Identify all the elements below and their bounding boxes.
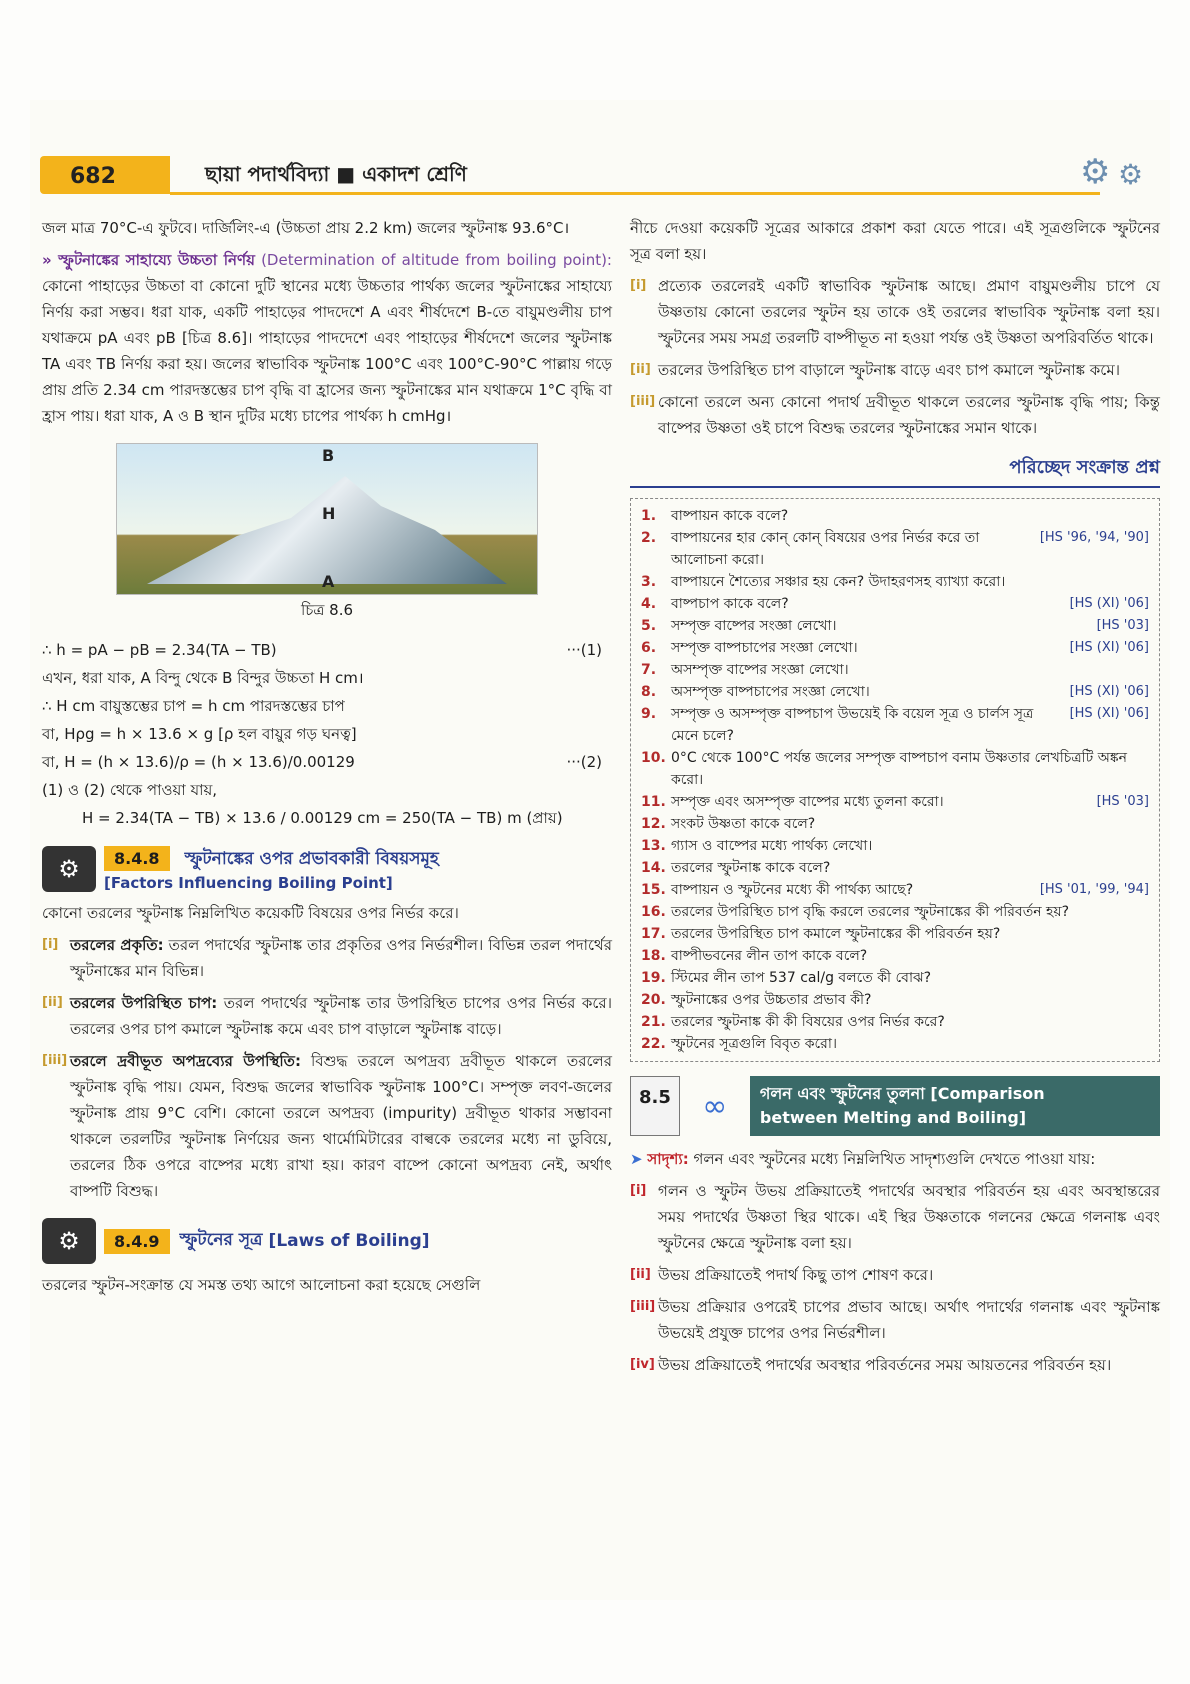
law-marker: [ii] bbox=[630, 362, 651, 377]
question-text: স্ফুটনাঙ্কের ওপর উচ্চতার প্রভাব কী? bbox=[671, 992, 872, 1008]
law-text: কোনো তরলে অন্য কোনো পদার্থ দ্রবীভূত থাকলে তরলের স্ফুটনাঙ্ক বৃদ্ধি পায়; কিন্তু বাষ্পের উষ্ণতা ওই চাপে বিশুদ্ধ তরলের স্ফুটনাঙ্কের সমান থাকে। bbox=[658, 393, 1160, 437]
question-text: বাষ্পায়নের হার কোন্ কোন্ বিষয়ের ওপর নির্ভর করে তা আলোচনা করো। bbox=[671, 530, 980, 568]
mountain-image bbox=[147, 464, 507, 584]
question-text: তরলের উপরিস্থিত চাপ বৃদ্ধি করলে তরলের স্ফুটনাঙ্কের কী পরিবর্তন হয়? bbox=[671, 904, 1070, 920]
equation-6: H = 2.34(TA − TB) × 13.6 / 0.00129 cm = 250(TA − TB) m (প্রায়) bbox=[82, 809, 563, 827]
gear-small-icon: ⚙ bbox=[1118, 158, 1144, 191]
question-row bbox=[641, 747, 1149, 791]
question-number: 11. bbox=[641, 794, 666, 810]
paper-plane-icon: ➤ bbox=[630, 1150, 643, 1168]
question-text: গ্যাস ও বাষ্পের মধ্যে পার্থক্য লেখো। bbox=[671, 838, 873, 854]
factor-item bbox=[42, 1048, 612, 1204]
question-number: 2. bbox=[641, 530, 657, 546]
section-849-subtitle: [Laws of Boiling] bbox=[268, 1231, 430, 1251]
question-row bbox=[641, 593, 1149, 615]
question-number: 4. bbox=[641, 596, 657, 612]
similarity-intro-text: গলন এবং স্ফুটনের মধ্যে নিম্নলিখিত সাদৃশ্যগুলি দেখতে পাওয়া যায়: bbox=[693, 1150, 1096, 1168]
equation-4-number: ···(2) bbox=[566, 753, 602, 771]
question-number: 9. bbox=[641, 706, 657, 722]
equation-4-text: বা, H = (h × 13.6)/ρ = (h × 13.6)/0.00129 bbox=[42, 753, 355, 771]
factor-marker: [iii] bbox=[42, 1053, 68, 1068]
law-text: প্রত্যেক তরলেরই একটি স্বাভাবিক স্ফুটনাঙ্ক আছে। প্রমাণ বায়ুমণ্ডলীয় চাপে যে উষ্ণতায় কোনো তরলের স্ফুটন হয় তাকে ওই তরলের স্বাভাবিক স্ফুটনাঙ্ক বলা হয়। স্ফুটনের সময় সমগ্র তরলটি বাষ্পীভূত না হওয়া পর্যন্ত ওই উষ্ণতা অপরিবর্তিত থাকে। bbox=[658, 277, 1160, 347]
question-reference: [HS (XI) '06] bbox=[1069, 706, 1149, 721]
header-rule bbox=[170, 192, 1100, 195]
section-849-title: স্ফুটনের সূত্র bbox=[179, 1230, 263, 1250]
similarity-intro bbox=[630, 1146, 1160, 1172]
question-number: 19. bbox=[641, 970, 666, 986]
section-848-title-block bbox=[104, 846, 439, 892]
right-column bbox=[630, 215, 1160, 1384]
factor-item bbox=[42, 932, 612, 984]
question-number: 3. bbox=[641, 574, 657, 590]
law-text: তরলের উপরিস্থিত চাপ বাড়ালে স্ফুটনাঙ্ক বাড়ে এবং চাপ কমালে স্ফুটনাঙ্ক কমে। bbox=[658, 361, 1121, 379]
question-text: স্ফুটনের সূত্রগুলি বিবৃত করো। bbox=[671, 1036, 837, 1052]
section-849-number: 8.4.9 bbox=[104, 1229, 170, 1254]
section-848-number: 8.4.8 bbox=[104, 846, 170, 871]
question-number: 20. bbox=[641, 992, 666, 1008]
question-reference: [HS '01, '99, '94] bbox=[1039, 882, 1149, 897]
left-column bbox=[42, 215, 612, 1304]
question-text: 0°C থেকে 100°C পর্যন্ত জলের সম্পৃক্ত বাষ্পচাপ বনাম উষ্ণতার লেখচিত্রটি অঙ্কন করো। bbox=[671, 750, 1127, 788]
question-row bbox=[641, 923, 1149, 945]
question-number: 5. bbox=[641, 618, 657, 634]
factor-item bbox=[42, 990, 612, 1042]
page-header bbox=[40, 152, 1160, 200]
factor-text bbox=[70, 1048, 612, 1204]
factor-text bbox=[70, 932, 612, 984]
law-item bbox=[630, 389, 1160, 441]
question-number: 18. bbox=[641, 948, 666, 964]
section-85-number: 8.5 bbox=[630, 1076, 680, 1136]
question-text: অসম্পৃক্ত বাষ্পের সংজ্ঞা লেখো। bbox=[671, 662, 849, 678]
similarity-marker: [iii] bbox=[630, 1299, 656, 1314]
section-849-body: তরলের স্ফুটন-সংক্রান্ত যে সমস্ত তথ্য আগে আলোচনা করা হয়েছে সেগুলি bbox=[42, 1276, 481, 1294]
question-number: 7. bbox=[641, 662, 657, 678]
question-row bbox=[641, 1033, 1149, 1055]
factor-marker: [i] bbox=[42, 937, 59, 952]
question-row bbox=[641, 835, 1149, 857]
question-number: 12. bbox=[641, 816, 666, 832]
question-row bbox=[641, 879, 1149, 901]
question-reference: [HS '03] bbox=[1096, 794, 1149, 809]
gear-icon: ⚙ bbox=[1080, 152, 1111, 192]
law-item bbox=[630, 357, 1160, 383]
question-text: বাষ্পীভবনের লীন তাপ কাকে বলে? bbox=[671, 948, 868, 964]
gear-icon: ⚙ bbox=[42, 846, 96, 892]
question-number: 1. bbox=[641, 508, 657, 524]
question-text: সংকট উষ্ণতা কাকে বলে? bbox=[671, 816, 816, 832]
equation-4 bbox=[42, 748, 612, 776]
gear-icon: ⚙ bbox=[42, 1218, 96, 1264]
section-848-title: স্ফুটনাঙ্কের ওপর প্রভাবকারী বিষয়সমূহ bbox=[184, 849, 439, 869]
factor-marker: [ii] bbox=[42, 995, 63, 1010]
determination-paragraph bbox=[42, 247, 612, 429]
similarity-item bbox=[630, 1352, 1160, 1378]
similarity-text: গলন ও স্ফুটন উভয় প্রক্রিয়াতেই পদার্থের অবস্থার পরিবর্তন হয় এবং অবস্থান্তরের সময় পদার্থের উষ্ণতা স্থির থাকে। এই স্থির উষ্ণতাকে গলনের ক্ষেত্রে গলনাঙ্ক এবং স্ফুটনের ক্ষেত্রে স্ফুটনাঙ্ক বলা হয়। bbox=[658, 1182, 1160, 1252]
question-row bbox=[641, 1011, 1149, 1033]
equation-now: এখন, ধরা যাক, A বিন্দু থেকে B বিন্দুর উচ্চতা H cm। bbox=[42, 669, 364, 687]
question-row bbox=[641, 659, 1149, 681]
mountain-figure bbox=[116, 443, 538, 595]
equation-1-number: ···(1) bbox=[566, 641, 602, 659]
question-row bbox=[641, 703, 1149, 747]
question-reference: [HS (XI) '06] bbox=[1069, 684, 1149, 699]
question-text: বাষ্পচাপ কাকে বলে? bbox=[671, 596, 789, 612]
similarity-text: উভয় প্রক্রিয়ার ওপরেই চাপের প্রভাব আছে। অর্থাৎ পদার্থের গলনাঙ্ক এবং স্ফুটনাঙ্ক উভয়েই প্রযুক্ত চাপের ওপর নির্ভরশীল। bbox=[658, 1298, 1160, 1342]
section-848-intro: কোনো তরলের স্ফুটনাঙ্ক নিম্নলিখিত কয়েকটি বিষয়ের ওপর নির্ভর করে। bbox=[42, 904, 459, 922]
question-row bbox=[641, 857, 1149, 879]
factor-body: তরল পদার্থের স্ফুটনাঙ্ক তার উপরিস্থিত চাপের ওপর নির্ভর করে। তরলের ওপর চাপ কমালে স্ফুটনাঙ্ক কমে এবং চাপ বাড়ালে স্ফুটনাঙ্ক বাড়ে। bbox=[70, 994, 612, 1038]
figure-caption: চিত্র 8.6 bbox=[300, 601, 354, 619]
question-row bbox=[641, 615, 1149, 637]
question-row bbox=[641, 571, 1149, 593]
question-row bbox=[641, 967, 1149, 989]
question-reference: [HS (XI) '06] bbox=[1069, 596, 1149, 611]
question-text: তরলের স্ফুটনাঙ্ক কী কী বিষয়ের ওপর নির্ভর করে? bbox=[671, 1014, 945, 1030]
question-reference: [HS '96, '94, '90] bbox=[1039, 530, 1149, 545]
question-text: বাষ্পায়নে শৈত্যের সঞ্চার হয় কেন? উদাহরণসহ ব্যাখ্যা করো। bbox=[671, 574, 1006, 590]
equation-5: (1) ও (2) থেকে পাওয়া যায়, bbox=[42, 781, 218, 799]
equation-2: ∴ H cm বায়ুস্তম্ভের চাপ = h cm পারদস্তম্ভের চাপ bbox=[42, 697, 345, 715]
questions-title: পরিচ্ছেদ সংক্রান্ত প্রশ্ন bbox=[630, 453, 1160, 488]
question-reference: [HS '03] bbox=[1096, 618, 1149, 633]
section-849-heading bbox=[42, 1218, 612, 1264]
equation-3: বা, Hρg = h × 13.6 × g [ρ হল বায়ুর গড় ঘনত্ব] bbox=[42, 725, 357, 743]
questions-box bbox=[630, 498, 1160, 1062]
determination-title: » স্ফুটনাঙ্কের সাহায্যে উচ্চতা নির্ণয় bbox=[42, 251, 255, 269]
question-number: 17. bbox=[641, 926, 666, 942]
question-text: সম্পৃক্ত ও অসম্পৃক্ত বাষ্পচাপ উভয়েই কি বয়েল সূত্র ও চার্লস সূত্র মেনে চলে? bbox=[671, 706, 1034, 744]
similarity-item bbox=[630, 1262, 1160, 1288]
question-number: 22. bbox=[641, 1036, 666, 1052]
question-number: 10. bbox=[641, 750, 666, 766]
question-row bbox=[641, 813, 1149, 835]
similarity-text: উভয় প্রক্রিয়াতেই পদার্থের অবস্থার পরিবর্তনের সময় আয়তনের পরিবর্তন হয়। bbox=[658, 1356, 1112, 1374]
question-text: তরলের উপরিস্থিত চাপ কমালে স্ফুটনাঙ্কের কী পরিবর্তন হয়? bbox=[671, 926, 1001, 942]
question-row bbox=[641, 505, 1149, 527]
fig-label-a: A bbox=[322, 572, 335, 591]
fig-label-b: B bbox=[322, 446, 335, 465]
determination-title-en: (Determination of altitude from boiling point): bbox=[261, 251, 612, 269]
law-marker: [iii] bbox=[630, 394, 656, 409]
question-row bbox=[641, 681, 1149, 703]
section-848-heading bbox=[42, 846, 612, 892]
question-row bbox=[641, 637, 1149, 659]
fig-label-h: H bbox=[322, 504, 336, 523]
infinity-icon: ∞ bbox=[702, 1088, 728, 1124]
similarity-marker: [iv] bbox=[630, 1357, 655, 1372]
question-number: 14. bbox=[641, 860, 666, 876]
similarity-text: উভয় প্রক্রিয়াতেই পদার্থ কিছু তাপ শোষণ করে। bbox=[658, 1266, 934, 1284]
question-text: স্টিমের লীন তাপ 537 cal/g বলতে কী বোঝ? bbox=[671, 970, 932, 986]
question-row bbox=[641, 527, 1149, 571]
question-text: তরলের স্ফুটনাঙ্ক কাকে বলে? bbox=[671, 860, 831, 876]
section-85-title-block bbox=[750, 1076, 1160, 1136]
question-text: বাষ্পায়ন ও স্ফুটনের মধ্যে কী পার্থক্য আছে? bbox=[671, 882, 914, 898]
question-number: 21. bbox=[641, 1014, 666, 1030]
question-text: বাষ্পায়ন কাকে বলে? bbox=[671, 508, 789, 524]
equation-1 bbox=[42, 636, 612, 664]
factor-body: বিশুদ্ধ তরলে অপদ্রব্য দ্রবীভূত থাকলে তরলের স্ফুটনাঙ্ক বৃদ্ধি পায়। যেমন, বিশুদ্ধ জলের স্বাভাবিক স্ফুটনাঙ্ক 100°C। সম্পৃক্ত লবণ-জলের স্ফুটনাঙ্ক প্রায় 9°C বেশি। কোনো তরলে অপদ্রব্য (impurity) দ্রবীভূত থাকার সম্ভাবনা থাকলে তরলটির স্ফুটনাঙ্ক নির্ণয়ের জন্য থার্মোমিটারের বাল্বকে তরলের মধ্যে না ডুবিয়ে, তরলের ঠিক ওপরে বাষ্পের মধ্যে রাখা হয়। কারণ বাষ্পে কোনো অপদ্রব্য নেই, অর্থাৎ বাষ্পটি বিশুদ্ধ। bbox=[70, 1052, 612, 1200]
question-number: 15. bbox=[641, 882, 666, 898]
question-text: সম্পৃক্ত বাষ্পচাপের সংজ্ঞা লেখো। bbox=[671, 640, 858, 656]
paragraph: জল মাত্র 70°C-এ ফুটবে। দার্জিলিং-এ (উচ্চতা প্রায় 2.2 km) জলের স্ফুটনাঙ্ক 93.6°C। bbox=[42, 219, 570, 237]
section-848-subtitle: [Factors Influencing Boiling Point] bbox=[104, 874, 393, 892]
question-number: 8. bbox=[641, 684, 657, 700]
similarity-heading: সাদৃশ্য: bbox=[647, 1150, 689, 1168]
question-number: 16. bbox=[641, 904, 666, 920]
section-85-title: গলন এবং স্ফুটনের তুলনা [Comparison bbox=[759, 1084, 1045, 1103]
question-row bbox=[641, 901, 1149, 923]
question-text: সম্পৃক্ত এবং অসম্পৃক্ত বাষ্পের মধ্যে তুলনা করো। bbox=[671, 794, 944, 810]
law-marker: [i] bbox=[630, 278, 647, 293]
section-85-title-2: between Melting and Boiling] bbox=[759, 1108, 1027, 1127]
similarity-item bbox=[630, 1294, 1160, 1346]
factor-body: তরল পদার্থের স্ফুটনাঙ্ক তার প্রকৃতির ওপর নির্ভরশীল। বিভিন্ন তরল পদার্থের স্ফুটনাঙ্কের মান বিভিন্ন। bbox=[70, 936, 612, 980]
factor-heading: তরলের প্রকৃতি: bbox=[70, 936, 164, 954]
page-number: 682 bbox=[70, 164, 116, 189]
question-text: অসম্পৃক্ত বাষ্পচাপের সংজ্ঞা লেখো। bbox=[671, 684, 870, 700]
question-number: 6. bbox=[641, 640, 657, 656]
question-row bbox=[641, 989, 1149, 1011]
section-85-heading bbox=[630, 1076, 1160, 1136]
similarity-marker: [i] bbox=[630, 1183, 647, 1198]
similarity-item bbox=[630, 1178, 1160, 1256]
question-number: 13. bbox=[641, 838, 666, 854]
page-number-tab bbox=[40, 156, 170, 194]
running-title: ছায়া পদার্থবিদ্যা ■ একাদশ শ্রেণি bbox=[205, 162, 467, 186]
similarity-marker: [ii] bbox=[630, 1267, 651, 1282]
factor-heading: তরলের উপরিস্থিত চাপ: bbox=[70, 994, 218, 1012]
determination-body: কোনো পাহাড়ের উচ্চতা বা কোনো দুটি স্থানের মধ্যে উচ্চতার পার্থক্য জলের স্ফুটনাঙ্কের সাহায্যে নির্ণয় করা সম্ভব। ধরা যাক, একটি পাহাড়ের পাদদেশে A এবং শীর্ষদেশে B-তে বায়ুমণ্ডলীয় চাপ যথাক্রমে pA এবং pB [চিত্র 8.6]। পাহাড়ের পাদদেশে এবং পাহাড়ের শীর্ষদেশে জলের স্ফুটনাঙ্ক TA এবং TB নির্ণয় করা হয়। জলের স্বাভাবিক স্ফুটনাঙ্ক 100°C এবং 100°C-90°C পাল্লায় গড়ে প্রায় প্রতি 2.34 cm পারদস্তম্ভের চাপ বৃদ্ধি বা হ্রাসের জন্য স্ফুটনাঙ্কের মান যথাক্রমে 1°C বৃদ্ধি বা হ্রাস পায়। ধরা যাক, A ও B স্থান দুটির মধ্যে চাপের পার্থক্য h cmHg। bbox=[42, 277, 612, 425]
law-item bbox=[630, 273, 1160, 351]
factor-text bbox=[70, 990, 612, 1042]
paragraph: নীচে দেওয়া কয়েকটি সূত্রের আকারে প্রকাশ করা যেতে পারে। এই সূত্রগুলিকে স্ফুটনের সূত্র বলা হয়। bbox=[630, 219, 1160, 263]
question-row bbox=[641, 945, 1149, 967]
question-row bbox=[641, 791, 1149, 813]
equation-1-text: ∴ h = pA − pB = 2.34(TA − TB) bbox=[42, 641, 277, 659]
factor-heading: তরলে দ্রবীভূত অপদ্রব্যের উপস্থিতি: bbox=[70, 1052, 301, 1070]
question-reference: [HS (XI) '06] bbox=[1069, 640, 1149, 655]
question-text: সম্পৃক্ত বাষ্পের সংজ্ঞা লেখো। bbox=[671, 618, 837, 634]
